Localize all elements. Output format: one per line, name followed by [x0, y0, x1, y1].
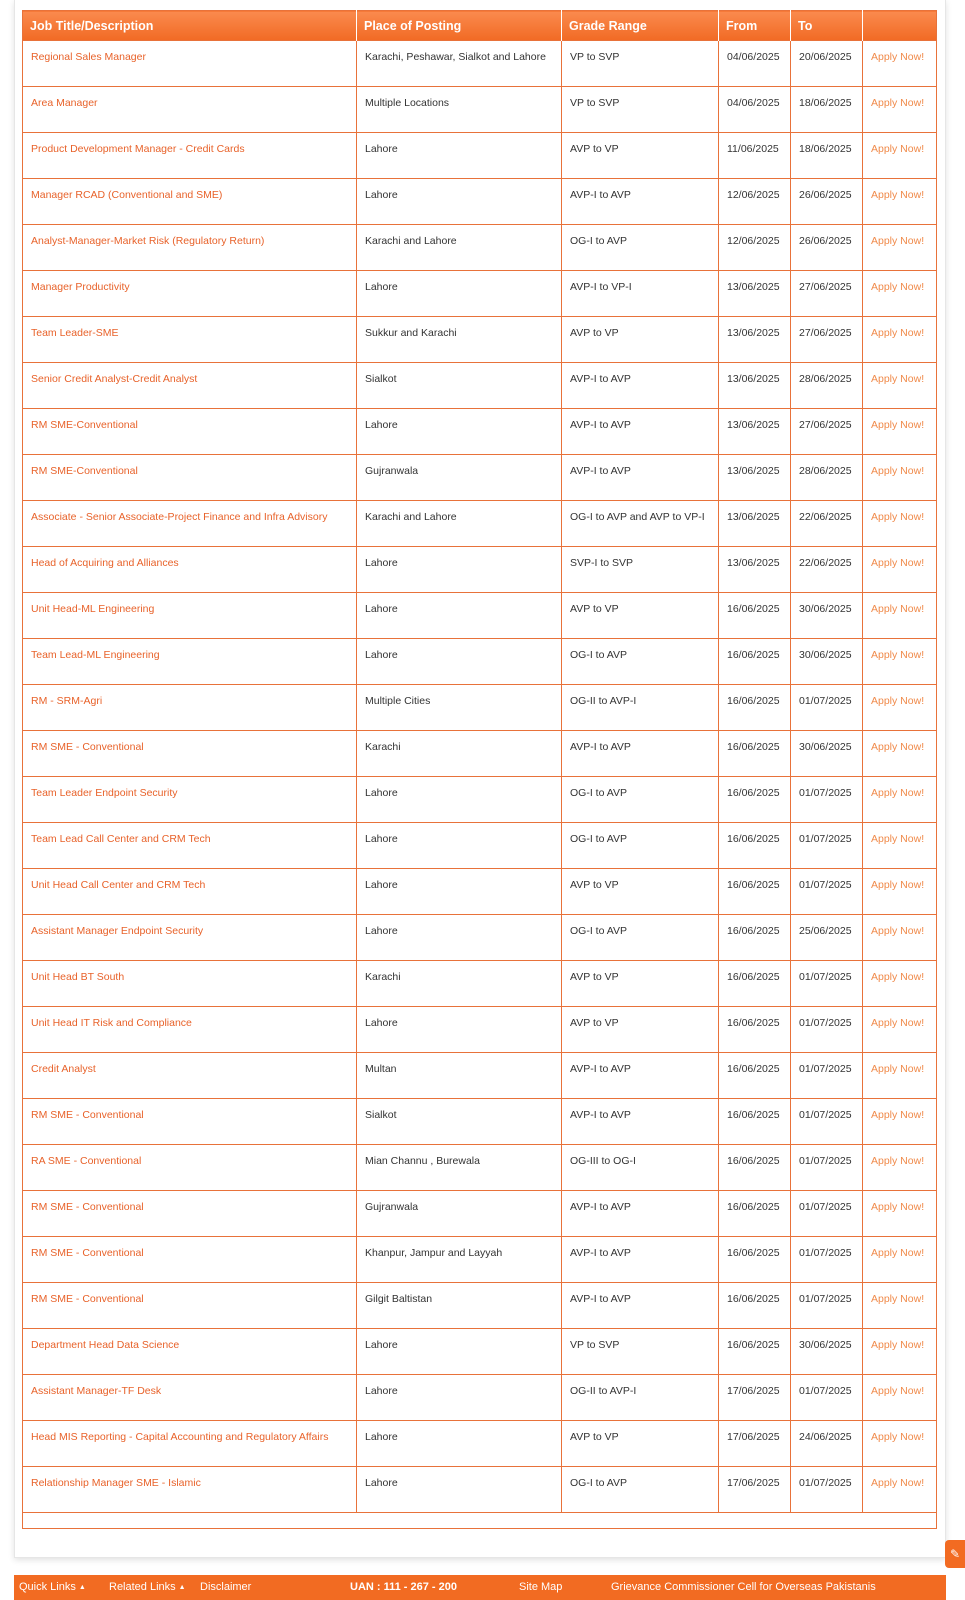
from-date: 12/06/2025 — [719, 225, 791, 271]
to-date: 30/06/2025 — [791, 731, 863, 777]
table-row — [23, 1145, 937, 1191]
place-of-posting: Lahore — [357, 777, 562, 823]
table-row — [23, 869, 937, 915]
apply-now-link[interactable]: Apply Now! — [863, 1191, 937, 1237]
edit-pencil-icon[interactable]: ✎ — [945, 1540, 965, 1568]
job-title-link[interactable]: RM SME - Conventional — [23, 731, 357, 777]
table-row — [23, 1053, 937, 1099]
from-date: 17/06/2025 — [719, 1375, 791, 1421]
job-title-link[interactable]: Associate - Senior Associate-Project Finance and Infra Advisory — [23, 501, 357, 547]
job-title-link[interactable]: Department Head Data Science — [23, 1329, 357, 1375]
job-title-link[interactable]: RM SME - Conventional — [23, 1191, 357, 1237]
grade-range: VP to SVP — [562, 1329, 719, 1375]
jobs-table — [22, 10, 937, 1529]
place-of-posting: Karachi and Lahore — [357, 225, 562, 271]
table-row — [23, 731, 937, 777]
from-date: 16/06/2025 — [719, 639, 791, 685]
table-row — [23, 1099, 937, 1145]
table-row — [23, 1421, 937, 1467]
table-row — [23, 639, 937, 685]
from-date: 16/06/2025 — [719, 1237, 791, 1283]
apply-now-link[interactable]: Apply Now! — [863, 823, 937, 869]
job-title-link[interactable]: RM - SRM-Agri — [23, 685, 357, 731]
grade-range: OG-III to OG-I — [562, 1145, 719, 1191]
table-row — [23, 363, 937, 409]
to-date: 22/06/2025 — [791, 501, 863, 547]
from-date: 13/06/2025 — [719, 501, 791, 547]
table-row — [23, 1375, 937, 1421]
grade-range: AVP-I to AVP — [562, 1237, 719, 1283]
to-date: 27/06/2025 — [791, 317, 863, 363]
grade-range: SVP-I to SVP — [562, 547, 719, 593]
place-of-posting: Lahore — [357, 179, 562, 225]
grade-range: OG-I to AVP — [562, 639, 719, 685]
from-date: 16/06/2025 — [719, 1329, 791, 1375]
to-date: 30/06/2025 — [791, 639, 863, 685]
apply-now-link[interactable]: Apply Now! — [863, 179, 937, 225]
place-of-posting: Sukkur and Karachi — [357, 317, 562, 363]
from-date: 04/06/2025 — [719, 87, 791, 133]
job-title-link[interactable]: Analyst-Manager-Market Risk (Regulatory Return) — [23, 225, 357, 271]
job-title-link[interactable]: Head of Acquiring and Alliances — [23, 547, 357, 593]
from-date: 13/06/2025 — [719, 547, 791, 593]
job-title-link[interactable]: Regional Sales Manager — [23, 41, 357, 87]
table-row — [23, 225, 937, 271]
from-date: 11/06/2025 — [719, 133, 791, 179]
place-of-posting: Lahore — [357, 639, 562, 685]
job-title-link[interactable]: Senior Credit Analyst-Credit Analyst — [23, 363, 357, 409]
caret-up-icon: ▲ — [78, 1583, 86, 1591]
table-row — [23, 501, 937, 547]
apply-now-link[interactable]: Apply Now! — [863, 777, 937, 823]
job-title-link[interactable]: Relationship Manager SME - Islamic — [23, 1467, 357, 1513]
to-date: 01/07/2025 — [791, 869, 863, 915]
grade-range: AVP-I to AVP — [562, 1191, 719, 1237]
from-date: 13/06/2025 — [719, 455, 791, 501]
job-title-link[interactable]: RM SME-Conventional — [23, 455, 357, 501]
table-row — [23, 317, 937, 363]
from-date: 16/06/2025 — [719, 915, 791, 961]
grade-range: AVP-I to AVP — [562, 1053, 719, 1099]
grade-range: VP to SVP — [562, 87, 719, 133]
table-row — [23, 961, 937, 1007]
from-date: 16/06/2025 — [719, 731, 791, 777]
job-title-link[interactable]: Team Leader Endpoint Security — [23, 777, 357, 823]
table-row — [23, 915, 937, 961]
apply-now-link[interactable]: Apply Now! — [863, 363, 937, 409]
grade-range: AVP to VP — [562, 1421, 719, 1467]
apply-now-link[interactable]: Apply Now! — [863, 1329, 937, 1375]
to-date: 27/06/2025 — [791, 271, 863, 317]
job-title-link[interactable]: Manager RCAD (Conventional and SME) — [23, 179, 357, 225]
header-job-title: Job Title/Description — [23, 11, 357, 41]
place-of-posting: Sialkot — [357, 1099, 562, 1145]
table-row — [23, 1329, 937, 1375]
from-date: 16/06/2025 — [719, 685, 791, 731]
to-date: 01/07/2025 — [791, 1099, 863, 1145]
caret-up-icon: ▲ — [178, 1583, 186, 1591]
grade-range: AVP-I to AVP — [562, 731, 719, 777]
grade-range: OG-I to AVP — [562, 1467, 719, 1513]
table-row — [23, 685, 937, 731]
place-of-posting: Lahore — [357, 915, 562, 961]
apply-now-link[interactable]: Apply Now! — [863, 593, 937, 639]
to-date: 28/06/2025 — [791, 363, 863, 409]
place-of-posting: Karachi — [357, 961, 562, 1007]
apply-now-link[interactable]: Apply Now! — [863, 1283, 937, 1329]
apply-now-link[interactable]: Apply Now! — [863, 41, 937, 87]
place-of-posting: Gujranwala — [357, 455, 562, 501]
table-header-row — [23, 11, 937, 41]
header-grade: Grade Range — [562, 11, 719, 41]
place-of-posting: Lahore — [357, 1329, 562, 1375]
place-of-posting: Gujranwala — [357, 1191, 562, 1237]
job-title-link[interactable]: Unit Head BT South — [23, 961, 357, 1007]
apply-now-link[interactable]: Apply Now! — [863, 639, 937, 685]
to-date: 30/06/2025 — [791, 593, 863, 639]
apply-now-link[interactable]: Apply Now! — [863, 1053, 937, 1099]
job-title-link[interactable]: Product Development Manager - Credit Cards — [23, 133, 357, 179]
job-title-link[interactable]: Credit Analyst — [23, 1053, 357, 1099]
job-title-link[interactable]: Manager Productivity — [23, 271, 357, 317]
apply-now-link[interactable]: Apply Now! — [863, 409, 937, 455]
apply-now-link[interactable]: Apply Now! — [863, 915, 937, 961]
to-date: 01/07/2025 — [791, 1375, 863, 1421]
grade-range: AVP-I to AVP — [562, 1283, 719, 1329]
from-date: 16/06/2025 — [719, 1283, 791, 1329]
apply-now-link[interactable]: Apply Now! — [863, 961, 937, 1007]
place-of-posting: Karachi, Peshawar, Sialkot and Lahore — [357, 41, 562, 87]
place-of-posting: Lahore — [357, 1007, 562, 1053]
from-date: 16/06/2025 — [719, 777, 791, 823]
grade-range: OG-II to AVP-I — [562, 1375, 719, 1421]
place-of-posting: Lahore — [357, 1375, 562, 1421]
job-title-link[interactable]: Area Manager — [23, 87, 357, 133]
from-date: 16/06/2025 — [719, 593, 791, 639]
from-date: 13/06/2025 — [719, 409, 791, 455]
job-title-link[interactable]: Team Lead Call Center and CRM Tech — [23, 823, 357, 869]
from-date: 16/06/2025 — [719, 823, 791, 869]
apply-now-link[interactable]: Apply Now! — [863, 1145, 937, 1191]
place-of-posting: Lahore — [357, 1421, 562, 1467]
table-row — [23, 593, 937, 639]
to-date: 01/07/2025 — [791, 1007, 863, 1053]
apply-now-link[interactable]: Apply Now! — [863, 1007, 937, 1053]
to-date: 18/06/2025 — [791, 87, 863, 133]
place-of-posting: Lahore — [357, 869, 562, 915]
site-map-link[interactable]: Site Map — [519, 1581, 563, 1593]
place-of-posting: Sialkot — [357, 363, 562, 409]
apply-now-link[interactable]: Apply Now! — [863, 869, 937, 915]
grade-range: AVP to VP — [562, 961, 719, 1007]
to-date: 01/07/2025 — [791, 777, 863, 823]
grade-range: AVP-I to AVP — [562, 1099, 719, 1145]
table-row — [23, 1007, 937, 1053]
job-title-link[interactable]: Head MIS Reporting - Capital Accounting and Regulatory Affairs — [23, 1421, 357, 1467]
job-title-link[interactable]: RM SME - Conventional — [23, 1099, 357, 1145]
to-date: 26/06/2025 — [791, 179, 863, 225]
job-title-link[interactable]: Team Lead-ML Engineering — [23, 639, 357, 685]
grade-range: OG-I to AVP and AVP to VP-I — [562, 501, 719, 547]
table-row — [23, 41, 937, 87]
from-date: 16/06/2025 — [719, 1191, 791, 1237]
footer-bar — [14, 1575, 946, 1600]
table-row — [23, 87, 937, 133]
place-of-posting: Lahore — [357, 1467, 562, 1513]
header-apply — [863, 11, 937, 41]
apply-now-link[interactable]: Apply Now! — [863, 685, 937, 731]
apply-now-link[interactable]: Apply Now! — [863, 1237, 937, 1283]
apply-now-link[interactable]: Apply Now! — [863, 133, 937, 179]
to-date: 22/06/2025 — [791, 547, 863, 593]
to-date: 18/06/2025 — [791, 133, 863, 179]
apply-now-link[interactable]: Apply Now! — [863, 1467, 937, 1513]
to-date: 01/07/2025 — [791, 1191, 863, 1237]
from-date: 16/06/2025 — [719, 1053, 791, 1099]
job-title-link[interactable]: Unit Head-ML Engineering — [23, 593, 357, 639]
apply-now-link[interactable]: Apply Now! — [863, 87, 937, 133]
table-row — [23, 823, 937, 869]
grade-range: AVP-I to AVP — [562, 455, 719, 501]
header-to: To — [791, 11, 863, 41]
table-row — [23, 133, 937, 179]
place-of-posting: Gilgit Baltistan — [357, 1283, 562, 1329]
to-date: 01/07/2025 — [791, 1053, 863, 1099]
empty-row — [23, 1513, 937, 1529]
job-title-link[interactable]: RM SME-Conventional — [23, 409, 357, 455]
grade-range: VP to SVP — [562, 41, 719, 87]
to-date: 01/07/2025 — [791, 961, 863, 1007]
table-row — [23, 547, 937, 593]
to-date: 30/06/2025 — [791, 1329, 863, 1375]
job-title-link[interactable]: Unit Head IT Risk and Compliance — [23, 1007, 357, 1053]
from-date: 04/06/2025 — [719, 41, 791, 87]
table-row — [23, 1283, 937, 1329]
apply-now-link[interactable]: Apply Now! — [863, 1099, 937, 1145]
apply-now-link[interactable]: Apply Now! — [863, 547, 937, 593]
grade-range: AVP-I to VP-I — [562, 271, 719, 317]
from-date: 13/06/2025 — [719, 271, 791, 317]
place-of-posting: Karachi — [357, 731, 562, 777]
grade-range: OG-I to AVP — [562, 225, 719, 271]
job-title-link[interactable]: Assistant Manager-TF Desk — [23, 1375, 357, 1421]
place-of-posting: Karachi and Lahore — [357, 501, 562, 547]
table-row — [23, 1191, 937, 1237]
to-date: 01/07/2025 — [791, 685, 863, 731]
to-date: 26/06/2025 — [791, 225, 863, 271]
place-of-posting: Multan — [357, 1053, 562, 1099]
from-date: 16/06/2025 — [719, 961, 791, 1007]
to-date: 20/06/2025 — [791, 41, 863, 87]
place-of-posting: Lahore — [357, 271, 562, 317]
from-date: 16/06/2025 — [719, 1099, 791, 1145]
apply-now-link[interactable]: Apply Now! — [863, 455, 937, 501]
table-row — [23, 1237, 937, 1283]
quick-links-menu[interactable]: Quick Links ▲ — [19, 1581, 86, 1593]
disclaimer-link[interactable]: Disclaimer — [200, 1581, 252, 1593]
uan-number: UAN : 111 - 267 - 200 — [350, 1581, 458, 1593]
header-place: Place of Posting — [357, 11, 562, 41]
grade-range: OG-I to AVP — [562, 915, 719, 961]
grade-range: AVP-I to AVP — [562, 409, 719, 455]
table-row — [23, 179, 937, 225]
to-date: 01/07/2025 — [791, 1283, 863, 1329]
grade-range: AVP-I to AVP — [562, 363, 719, 409]
empty-cell — [23, 1513, 937, 1529]
job-title-link[interactable]: RM SME - Conventional — [23, 1237, 357, 1283]
grade-range: AVP to VP — [562, 1007, 719, 1053]
grievance-link[interactable]: Grievance Commissioner Cell for Overseas Pakistanis — [611, 1581, 876, 1593]
table-row — [23, 271, 937, 317]
grade-range: OG-I to AVP — [562, 823, 719, 869]
grade-range: AVP to VP — [562, 869, 719, 915]
apply-now-link[interactable]: Apply Now! — [863, 1421, 937, 1467]
place-of-posting: Mian Channu , Burewala — [357, 1145, 562, 1191]
from-date: 13/06/2025 — [719, 317, 791, 363]
to-date: 28/06/2025 — [791, 455, 863, 501]
grade-range: OG-II to AVP-I — [562, 685, 719, 731]
job-title-link[interactable]: Unit Head Call Center and CRM Tech — [23, 869, 357, 915]
grade-range: AVP-I to AVP — [562, 179, 719, 225]
from-date: 16/06/2025 — [719, 869, 791, 915]
job-title-link[interactable]: RM SME - Conventional — [23, 1283, 357, 1329]
place-of-posting: Lahore — [357, 133, 562, 179]
from-date: 16/06/2025 — [719, 1007, 791, 1053]
to-date: 01/07/2025 — [791, 1467, 863, 1513]
related-links-menu[interactable]: Related Links ▲ — [109, 1581, 186, 1593]
header-from: From — [719, 11, 791, 41]
from-date: 13/06/2025 — [719, 363, 791, 409]
from-date: 16/06/2025 — [719, 1145, 791, 1191]
table-row — [23, 777, 937, 823]
from-date: 17/06/2025 — [719, 1421, 791, 1467]
to-date: 01/07/2025 — [791, 1145, 863, 1191]
from-date: 17/06/2025 — [719, 1467, 791, 1513]
grade-range: AVP to VP — [562, 593, 719, 639]
place-of-posting: Multiple Locations — [357, 87, 562, 133]
apply-now-link[interactable]: Apply Now! — [863, 271, 937, 317]
job-title-link[interactable]: RA SME - Conventional — [23, 1145, 357, 1191]
place-of-posting: Lahore — [357, 823, 562, 869]
job-title-link[interactable]: Assistant Manager Endpoint Security — [23, 915, 357, 961]
table-row — [23, 1467, 937, 1513]
grade-range: AVP to VP — [562, 133, 719, 179]
to-date: 25/06/2025 — [791, 915, 863, 961]
table-row — [23, 409, 937, 455]
place-of-posting: Khanpur, Jampur and Layyah — [357, 1237, 562, 1283]
place-of-posting: Multiple Cities — [357, 685, 562, 731]
apply-now-link[interactable]: Apply Now! — [863, 1375, 937, 1421]
grade-range: AVP to VP — [562, 317, 719, 363]
place-of-posting: Lahore — [357, 593, 562, 639]
from-date: 12/06/2025 — [719, 179, 791, 225]
apply-now-link[interactable]: Apply Now! — [863, 317, 937, 363]
place-of-posting: Lahore — [357, 547, 562, 593]
to-date: 01/07/2025 — [791, 1237, 863, 1283]
place-of-posting: Lahore — [357, 409, 562, 455]
grade-range: OG-I to AVP — [562, 777, 719, 823]
apply-now-link[interactable]: Apply Now! — [863, 731, 937, 777]
job-title-link[interactable]: Team Leader-SME — [23, 317, 357, 363]
to-date: 24/06/2025 — [791, 1421, 863, 1467]
to-date: 01/07/2025 — [791, 823, 863, 869]
to-date: 27/06/2025 — [791, 409, 863, 455]
apply-now-link[interactable]: Apply Now! — [863, 225, 937, 271]
apply-now-link[interactable]: Apply Now! — [863, 501, 937, 547]
table-row — [23, 455, 937, 501]
